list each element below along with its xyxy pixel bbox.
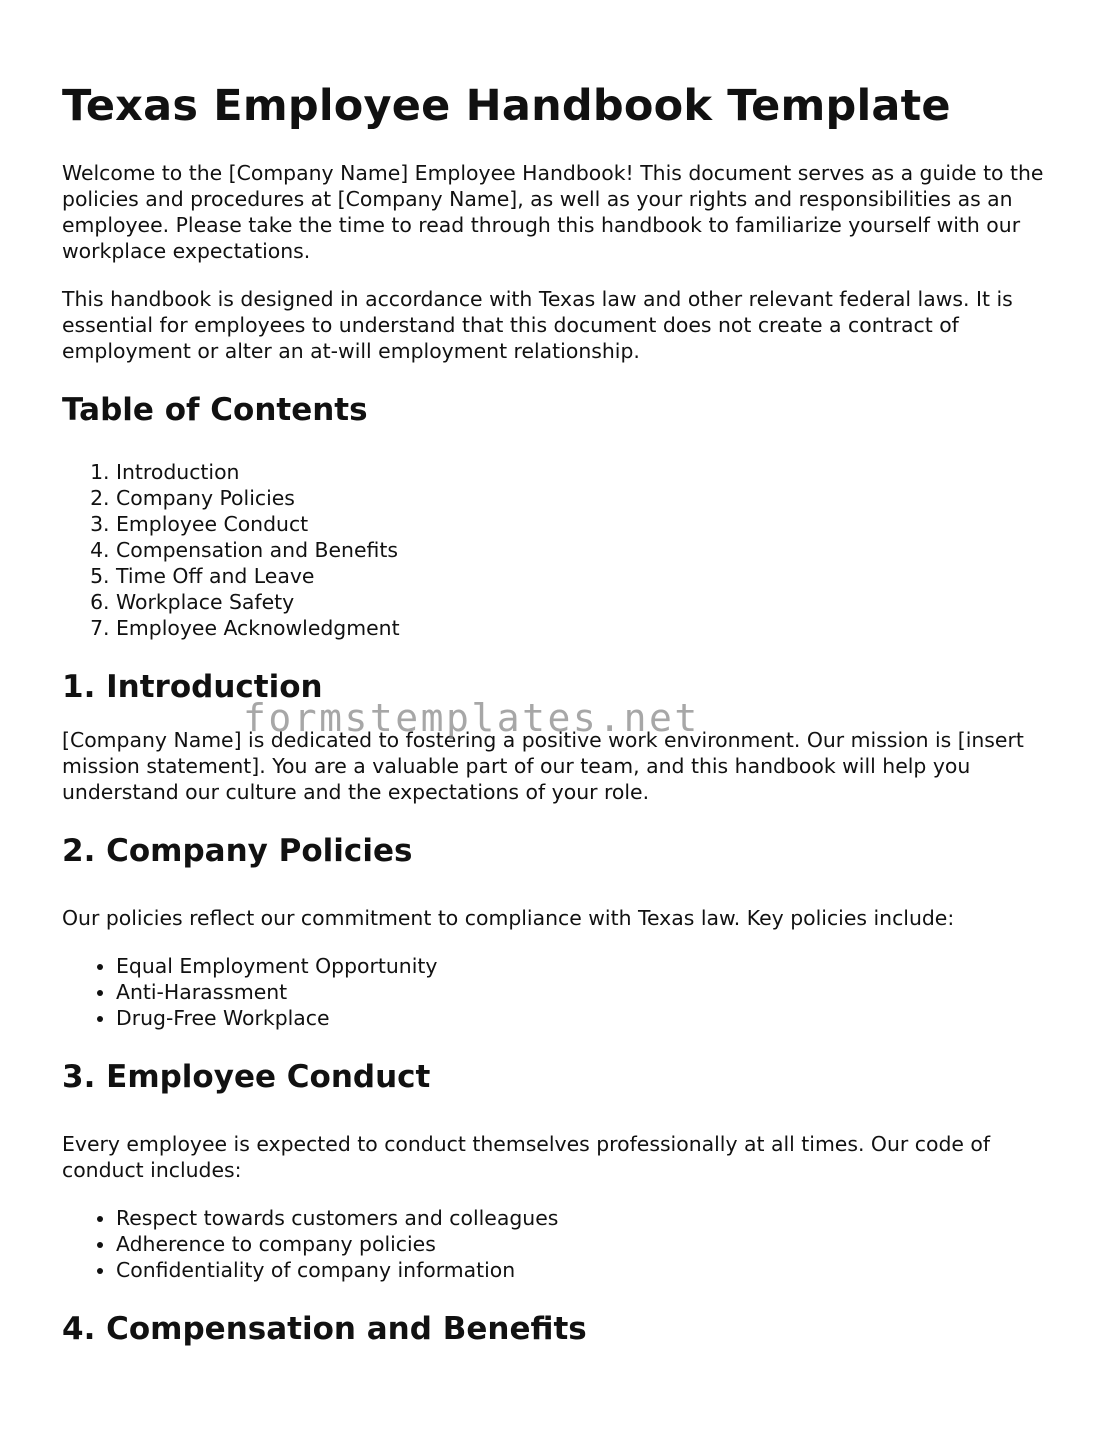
list-item: • Confidentiality of company information — [116, 1257, 1057, 1283]
toc-list — [62, 459, 1057, 641]
toc-item: 1. Introduction — [116, 459, 1057, 485]
toc-item: 6. Workplace Safety — [116, 589, 1057, 615]
intro-paragraph-legal: This handbook is designed in accordance with Texas law and other relevant federal laws. It is essential for employees to understand that this document does not create a contract of employment or alter an at-will employment relationship. — [62, 287, 1013, 363]
section-paragraph-employee-conduct: Every employee is expected to conduct themselves professionally at all times. Our code of conduct includes: — [62, 1132, 991, 1182]
toc-item: 3. Employee Conduct — [116, 511, 1057, 537]
toc-item: 7. Employee Acknowledgment — [116, 615, 1057, 641]
document-title: Texas Employee Handbook Template — [62, 81, 951, 131]
list-item: • Adherence to company policies — [116, 1231, 1057, 1257]
conduct-list — [62, 1205, 1057, 1283]
policies-list — [62, 953, 1057, 1031]
intro-paragraph-welcome: Welcome to the [Company Name] Employee Handbook! This document serves as a guide to the policies and procedures at [Company Name], as well as your rights and responsibilities as an employee. Please take the time to read through this handbook to familiarize yourself with our workplace expectations. — [62, 161, 1044, 263]
section-paragraph-company-policies: Our policies reflect our commitment to compliance with Texas law. Key policies include: — [62, 906, 955, 930]
toc-item: 5. Time Off and Leave — [116, 563, 1057, 589]
toc-heading: Table of Contents — [62, 392, 368, 428]
list-item: • Respect towards customers and colleagues — [116, 1205, 1057, 1231]
section-heading-compensation-benefits: 4. Compensation and Benefits — [62, 1311, 587, 1347]
toc-item: 4. Compensation and Benefits — [116, 537, 1057, 563]
toc-item: 2. Company Policies — [116, 485, 1057, 511]
section-paragraph-introduction: [Company Name] is dedicated to fostering a positive work environment. Our mission is [insert mission statement]. You are a valuable part of our team, and this handbook will help you understand our culture and the expectations of your role. — [62, 728, 1024, 804]
list-item: • Anti-Harassment — [116, 979, 1057, 1005]
section-heading-employee-conduct: 3. Employee Conduct — [62, 1059, 431, 1095]
list-item: • Drug-Free Workplace — [116, 1005, 1057, 1031]
document-page — [62, 0, 1057, 1349]
section-heading-introduction: 1. Introduction — [62, 669, 323, 705]
list-item: • Equal Employment Opportunity — [116, 953, 1057, 979]
section-heading-company-policies: 2. Company Policies — [62, 833, 413, 869]
watermark: formstemplates.net — [243, 696, 700, 740]
